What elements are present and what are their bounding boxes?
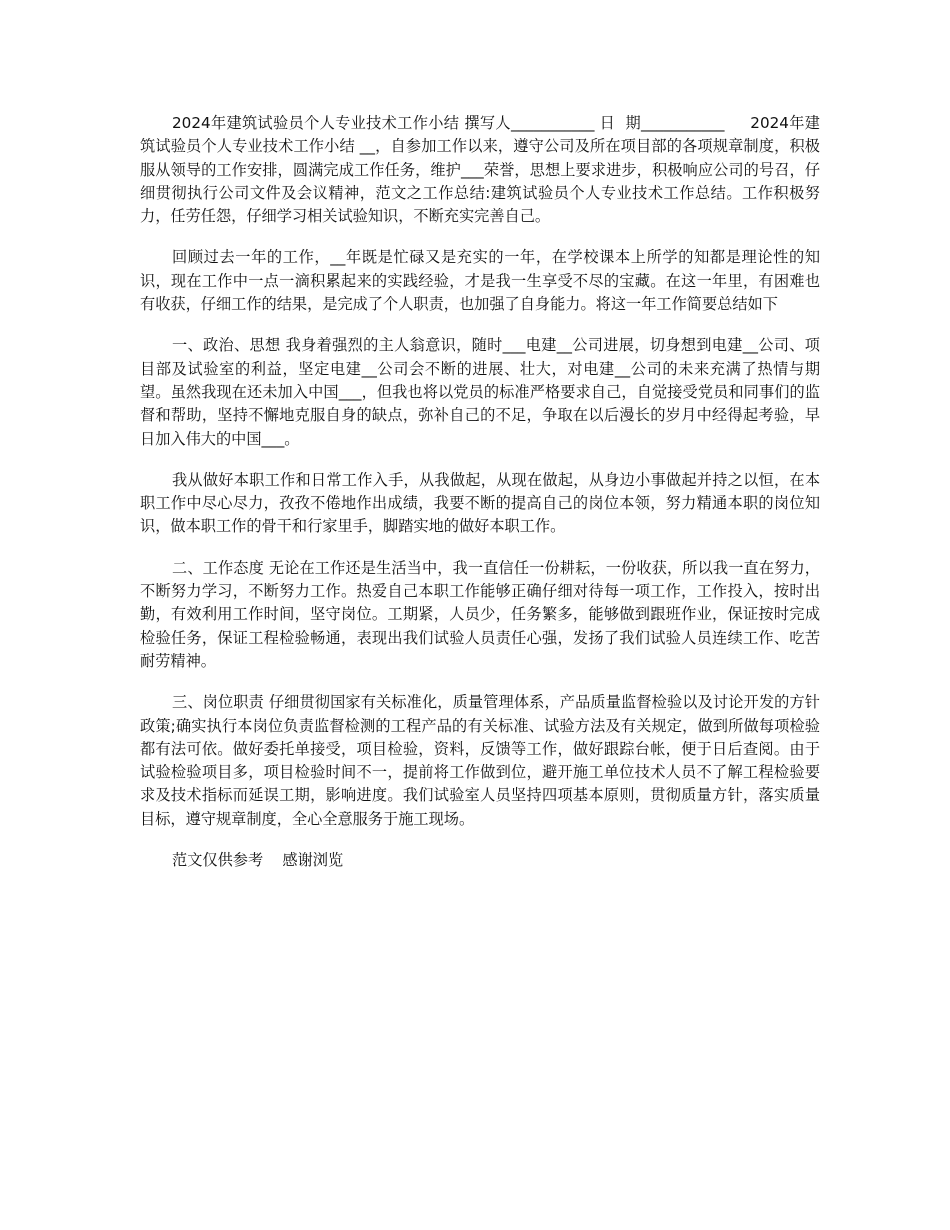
paragraph-duties: 三、岗位职责 仔细贯彻国家有关标准化，质量管理体系，产品质量监督检验以及讨论开发的方针政策;确实执行本岗位负责监督检测的工程产品的有关标准、试验方法及有关规定，做到所做每项检验都有法可依。做好委托单接受，项目检验，资料，反馈等工作，做好跟踪台帐，便于日后查阅。由于试验检验项目多，项目检验时间不一，提前将工作做到位，避开施工单位技术人员不了解工程检验要求及技术指标而延误工期，影响进度。我们试验室人员坚持四项基本原则，贯彻质量方针，落实质量目标，遵守规章制度，全心全意服务于施工现场。 (140, 693, 820, 828)
paragraph-header-intro: 2024年建筑试验员个人专业技术工作小结 撰写人___________ 日 期___________ 2024年建筑试验员个人专业技术工作小结 __，自参加工作以来，遵守公司及所在项目部的各项规章制度，积极服从领导的工作安排，圆满完成工作任务，维护___荣誉，思想上要求进步，积极响应公司的号召，仔细贯彻执行公司文件及会议精神，范文之工作总结:建筑试验员个人专业技术工作总结。工作积极努力，任劳任怨，仔细学习相关试验知识，不断充实完善自己。 (140, 114, 820, 226)
paragraph-review: 回顾过去一年的工作，__年既是忙碌又是充实的一年，在学校课本上所学的知都是理论性的知识，现在工作中一点一滴积累起来的实践经验，才是我一生享受不尽的宝藏。在这一年里，有困难也有收获，仔细工作的结果，是完成了个人职责，也加强了自身能力。将这一年工作简要总结如下 (140, 248, 820, 314)
paragraph-footer-note: 范文仅供参考 感谢浏览 (172, 851, 344, 870)
paragraph-politics: 一、政治、思想 我身着强烈的主人翁意识，随时___电建__公司进展，切身想到电建__公司、项目部及试验室的利益，坚定电建__公司会不断的进展、壮大，对电建__公司的未来充满了热情与期望。虽然我现在还未加入中国___，但我也将以党员的标准严格要求自己，自觉接受党员和同事们的监督和帮助，坚持不懈地克服自身的缺点，弥补自己的不足，争取在以后漫长的岁月中经得起考验，早日加入伟大的中国___。 (140, 336, 820, 448)
paragraph-attitude: 二、工作态度 无论在工作还是生活当中，我一直信任一份耕耘，一份收获，所以我一直在努力，不断努力学习，不断努力工作。热爱自己本职工作能够正确仔细对待每一项工作，工作投入，按时出勤，有效利用工作时间，坚守岗位。工期紧，人员少，任务繁多，能够做到跟班作业，保证按时完成检验任务，保证工程检验畅通，表现出我们试验人员责任心强，发扬了我们试验人员连续工作、吃苦耐劳精神。 (140, 558, 820, 670)
document-page (140, 112, 820, 890)
paragraph-job-focus: 我从做好本职工作和日常工作入手，从我做起，从现在做起，从身边小事做起并持之以恒，在本职工作中尽心尽力，孜孜不倦地作出成绩，我要不断的提高自己的岗位本领，努力精通本职的岗位知识，做本职工作的骨干和行家里手，脚踏实地的做好本职工作。 (140, 470, 820, 536)
